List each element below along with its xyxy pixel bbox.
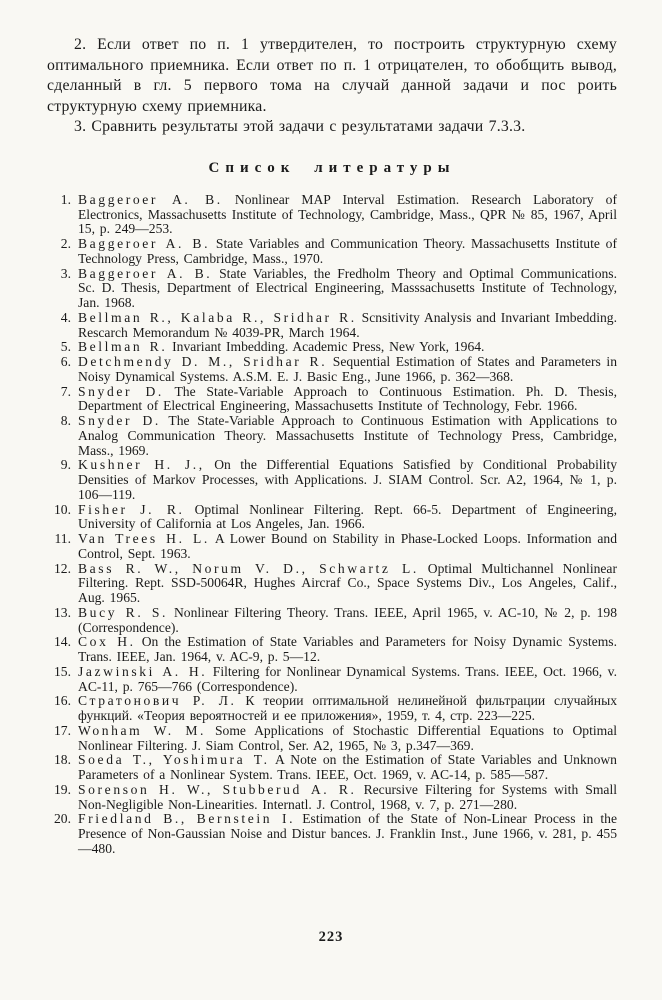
bib-entry-author: Snyder D. [78, 383, 164, 399]
bib-entry-author: Friedland B., Bernstein I. [78, 811, 296, 827]
bib-entry-author: Soeda T., Yoshimura T. [78, 752, 270, 768]
intro-paragraph-2: 2. Если ответ по п. 1 утвердителен, то построить структурную схему оптимального приемника. Если ответ по п. 1 отрицателен, то обобщить вывод, сделанный в гл. 5 первого тома на случай данной задачи и пос роить структурную схему приемника. [47, 36, 617, 115]
bib-entry-text: Invariant Imbedding. Academic Press, New York, 1964. [167, 339, 485, 355]
bib-entry [47, 193, 617, 237]
bib-entry-text: Optimal Multichannel Nonlinear Filtering. Rept. SSD-50064R, Hughes Aircraf Co., Space Systems Div., Los Angeles, Calif., Aug. 1965. [78, 560, 617, 606]
bib-entry-number: 3. [60, 265, 71, 281]
bib-entry-text: On the Differential Equations Satisfied by Conditional Probability Densities of Markov Processes, with Applications. J. SIAM Control. Scr. A2, 1964, № 1, p. 106—119. [78, 457, 618, 502]
bib-entry-number: 17. [54, 722, 71, 738]
bib-entry-number: 9. [60, 457, 71, 473]
bib-entry [47, 753, 617, 783]
bib-entry [47, 458, 617, 502]
bib-entry-author: Baggeroer A. B. [78, 236, 211, 252]
intro-section [47, 35, 617, 138]
bib-entry-number: 2. [60, 236, 71, 252]
bib-entry [47, 783, 617, 813]
bib-entry-number: 7. [60, 383, 71, 399]
bib-entry-author: Snyder D. [78, 413, 161, 429]
bib-entry-text: Sequential Estimation of States and Parameters in Noisy Dynamical Systems. A.S.M. E. J. Basic Eng., June 1966, p. 362—368. [78, 354, 617, 384]
bib-entry [47, 724, 617, 754]
bib-entry-number: 6. [60, 354, 71, 370]
bib-entry [47, 562, 617, 606]
bibliography-heading: Список литературы [208, 159, 456, 176]
bib-entry-text: The State-Variable Approach to Continuous Estimation with Applications to Analog Communication Theory. Massachusetts Institute of Technology Press, Cambridge, Mass., 1969. [78, 413, 617, 458]
bib-entry [47, 267, 617, 311]
bib-entry [47, 385, 617, 415]
bib-entry [47, 665, 617, 695]
bib-entry-number: 8. [60, 413, 71, 429]
bib-entry-number: 19. [54, 781, 71, 797]
bib-entry-author: Bellman R., Kalaba R., Sridhar R. [78, 309, 357, 325]
bib-entry-text: The State-Variable Approach to Continuous Estimation. Ph. D. Thesis, Department of Electrical Engineering, Massachusetts Institute of Technology, Febr. 1966. [78, 383, 617, 414]
bib-entry-text: Filtering for Nonlinear Dynamical Systems. Trans. IEEE, Oct. 1966, v. AC-11, p. 765—766 (Correspondence). [78, 663, 617, 694]
bib-entry-text: A Lower Bound on Stability in Phase-Locked Loops. Information and Control, Sept. 1963. [78, 531, 617, 561]
bib-entry-author: Bucy R. S. [78, 604, 169, 620]
bib-entry-author: Van Trees H. L. [78, 531, 210, 547]
bib-entry-text: Scnsitivity Analysis and Invariant Imbedding. Rescarch Memorandum № 4039-PR, March 1964. [78, 309, 617, 340]
bib-entry [47, 311, 617, 341]
bib-entry [47, 340, 617, 355]
bib-entry-text: A Note on the Estimation of State Variables and Unknown Parameters of a Nonlinear System. Trans. IEEE, Oct. 1969, v. AC-14, p. 585—587. [78, 752, 617, 783]
bib-entry-text: On the Estimation of State Variables and Parameters for Noisy Dynamic Systems. Trans. IEEE, Jan. 1964, v. AC-9, p. 5—12. [78, 634, 617, 665]
bib-entry-author: Bellman R. [78, 339, 168, 355]
page-number: 223 [318, 929, 344, 945]
bib-entry-author: Baggeroer A. B. [78, 191, 223, 207]
bib-entry-author: Jazwinski A. H. [78, 663, 208, 679]
bib-entry-author: Cox H. [78, 634, 136, 650]
bibliography-list [47, 193, 617, 857]
intro-paragraph-3: 3. Сравнить результаты этой задачи с результатами задачи 7.3.3. [74, 118, 526, 136]
bib-entry-text: Optimal Nonlinear Filtering. Rept. 66-5. Department of Engineering, University of California at Los Angeles, Jan. 1966. [78, 501, 618, 532]
bib-entry-author: Detchmendy D. M., Sridhar R. [78, 354, 328, 370]
bib-entry-number: 15. [54, 663, 71, 679]
bib-entry-number: 5. [60, 339, 71, 355]
bib-entry-text: Estimation of the State of Non-Linear Process in the Presence of Non-Gaussian Noise and Distur bances. J. Franklin Inst., June 1966, v. 281, p. 455—480. [78, 811, 617, 856]
bib-entry-author: Wonham W. M. [78, 722, 207, 738]
bib-entry [47, 606, 617, 636]
bib-entry-text: Recursive Filtering for Systems with Small Non-Negligible Non-Linearities. Internatl. J. Control, 1968, v. 7, p. 271—280. [78, 781, 617, 812]
bib-entry-author: Bass R. W., Norum V. D., Schwartz L. [78, 560, 419, 576]
bib-entry-text: State Variables and Communication Theory. Massachusetts Institute of Technology Press, Cambridge, Mass., 1970. [78, 236, 617, 266]
bib-entry-number: 1. [60, 191, 71, 207]
bib-entry-text: State Variables, the Fredholm Theory and Optimal Communications. Sc. D. Thesis, Department of Electrical Engineering, Masssachusetts Institute of Technology, Jan. 1968. [78, 265, 617, 311]
bib-entry-author: Стратонович Р. Л. [78, 693, 237, 709]
bib-entry-author: Kushner H. J., [78, 457, 205, 473]
bib-entry-number: 11. [54, 531, 71, 547]
bib-entry [47, 694, 617, 724]
bib-entry-text: Nonlinear MAP Interval Estimation. Research Laboratory of Electronics, Massachusetts Institute of Technology, Cambridge, Mass., QPR № 85, 1967, April 15, p. 249—253. [78, 191, 618, 237]
bib-entry-number: 16. [54, 693, 71, 709]
bib-entry-number: 12. [54, 560, 71, 576]
bib-entry-number: 14. [54, 634, 71, 650]
bib-entry-author: Baggeroer A. B. [78, 265, 213, 281]
bib-entry-text: К теории оптимальной нелинейной фильтрации случайных функций. «Теория вероятностей и ее приложения», 1959, т. 4, стр. 223—225. [78, 693, 617, 724]
bib-entry-number: 18. [54, 752, 71, 768]
bib-entry-number: 20. [54, 811, 71, 827]
bib-entry-author: Fisher J. R. [78, 501, 185, 517]
bib-entry-number: 10. [54, 501, 71, 517]
bib-entry [47, 635, 617, 665]
bib-entry-number: 13. [54, 604, 71, 620]
bib-entry [47, 414, 617, 458]
bib-entry [47, 503, 617, 533]
bib-entry-text: Nonlinear Filtering Theory. Trans. IEEE, April 1965, v. AC-10, № 2, p. 198 (Correspondence). [78, 604, 617, 635]
bib-entry-text: Some Applications of Stochastic Differential Equations to Optimal Nonlinear Filtering. J. Siam Control, Ser. A2, 1965, № 3, p.347—369. [78, 722, 618, 753]
bib-entry-number: 4. [60, 309, 71, 325]
bib-entry-author: Sorenson H. W., Stubberud A. R. [78, 781, 357, 797]
bib-entry [47, 355, 617, 385]
bib-entry [47, 532, 617, 562]
bib-entry [47, 237, 617, 267]
bib-entry [47, 812, 617, 856]
